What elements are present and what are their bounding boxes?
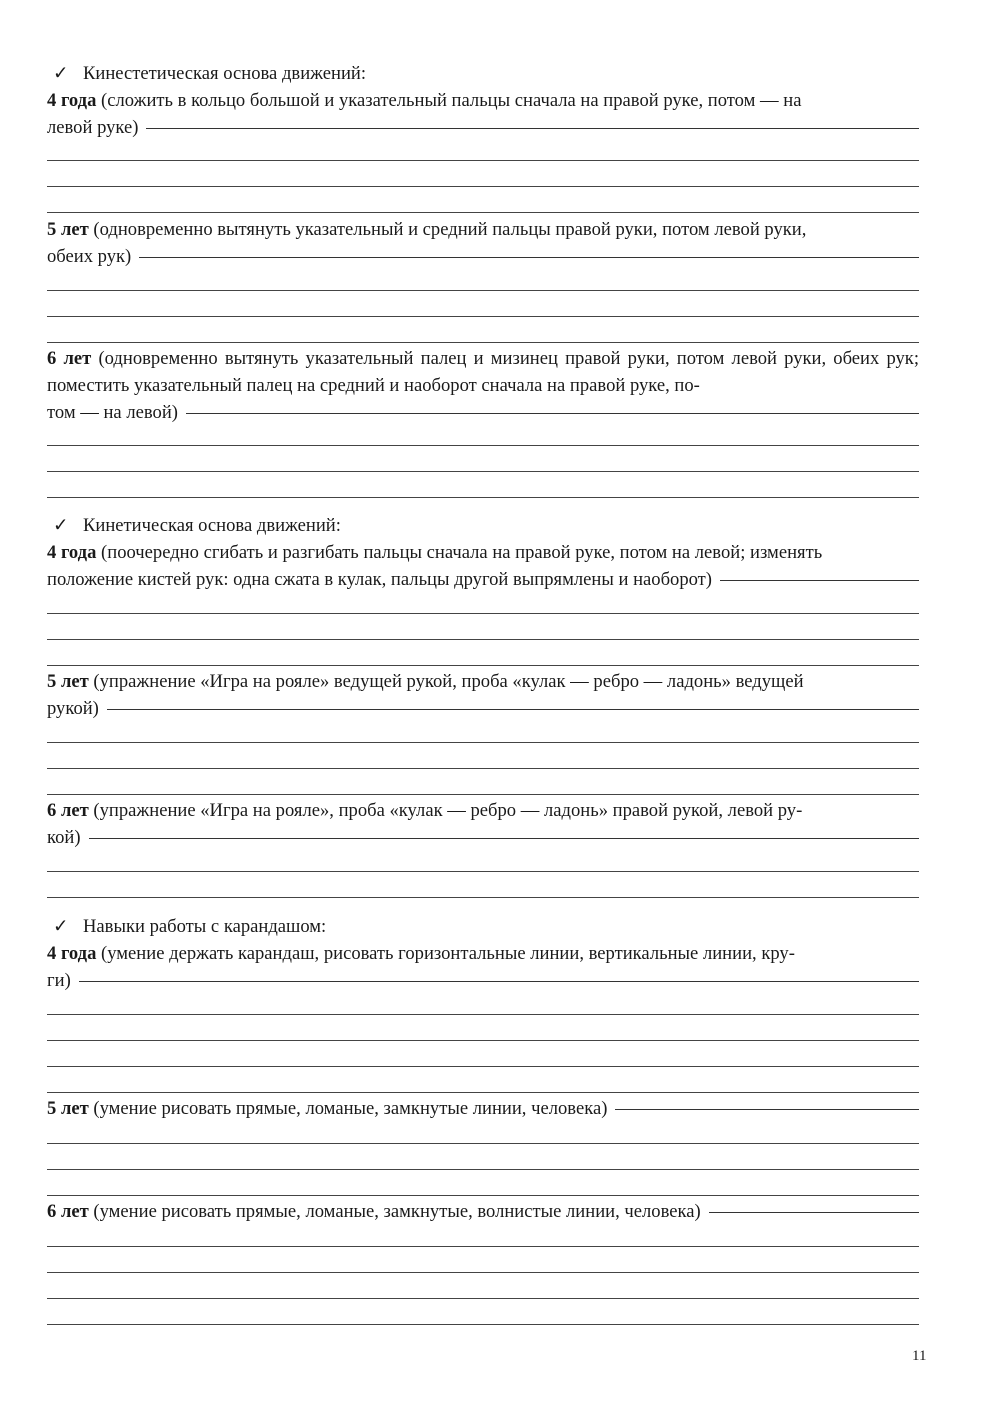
section-heading: ✓ Навыки работы с карандашом: <box>47 913 919 940</box>
answer-line[interactable] <box>47 871 919 872</box>
answer-line[interactable] <box>89 838 919 839</box>
checkmark-icon: ✓ <box>53 916 69 937</box>
exercise-item: 5 лет (упражнение «Игра на рояле» ведущей рукой, проба «кулак — ребро — ладонь» ведущей рукой) <box>47 668 919 722</box>
answer-line[interactable] <box>47 1246 919 1247</box>
exercise-item: 5 лет (одновременно вытянуть указательный и средний пальцы правой руки, потом левой руки, обеих рук) <box>47 216 919 270</box>
answer-line[interactable] <box>47 613 919 614</box>
age-label: 5 лет <box>47 1098 89 1119</box>
answer-line[interactable] <box>47 497 919 498</box>
checkmark-icon: ✓ <box>53 63 69 84</box>
age-label: 5 лет <box>47 671 89 692</box>
exercise-item: 4 года (поочередно сгибать и разгибать пальцы сначала на правой руке, потом на левой; изменять положение кистей рук: одна сжата в кулак, пальцы другой выпрямлены и наоборот) <box>47 539 919 593</box>
answer-line[interactable] <box>47 1169 919 1170</box>
age-label: 4 года <box>47 90 97 111</box>
answer-line[interactable] <box>47 1066 919 1067</box>
page-number: 11 <box>912 1348 927 1364</box>
answer-line[interactable] <box>47 1092 919 1093</box>
answer-line[interactable] <box>47 186 919 187</box>
section-heading: ✓ Кинетическая основа движений: <box>47 512 919 539</box>
answer-line[interactable] <box>47 1324 919 1325</box>
answer-line[interactable] <box>47 342 919 343</box>
answer-line[interactable] <box>47 316 919 317</box>
answer-line[interactable] <box>720 580 919 581</box>
answer-line[interactable] <box>47 1298 919 1299</box>
age-label: 6 лет <box>47 800 89 821</box>
answer-line[interactable] <box>146 128 919 129</box>
answer-line[interactable] <box>47 794 919 795</box>
answer-line[interactable] <box>47 471 919 472</box>
answer-line[interactable] <box>186 413 919 414</box>
exercise-item: 6 лет (одновременно вытянуть указательный палец и мизинец правой руки, потом левой руки, обеих рук; поместить указательный палец на средний и наоборот сначала на правой руке, по- том — на левой) <box>47 348 920 423</box>
answer-line[interactable] <box>47 639 919 640</box>
answer-line[interactable] <box>47 160 919 161</box>
age-label: 6 лет <box>47 348 92 369</box>
section-heading: ✓ Кинестетическая основа движений: <box>47 60 919 87</box>
answer-line[interactable] <box>47 1272 919 1273</box>
answer-line[interactable] <box>615 1109 919 1110</box>
answer-line[interactable] <box>47 665 919 666</box>
answer-line[interactable] <box>47 290 919 291</box>
answer-line[interactable] <box>47 445 919 446</box>
age-label: 4 года <box>47 542 97 563</box>
answer-line[interactable] <box>47 1195 919 1196</box>
answer-line[interactable] <box>47 742 919 743</box>
worksheet-page <box>47 0 919 1412</box>
answer-line[interactable] <box>709 1212 919 1213</box>
answer-line[interactable] <box>79 981 919 982</box>
exercise-item: 5 лет (умение рисовать прямые, ломаные, замкнутые линии, человека) <box>47 1095 919 1122</box>
answer-line[interactable] <box>47 1014 919 1015</box>
exercise-item: 6 лет (упражнение «Игра на рояле», проба «кулак — ребро — ладонь» правой рукой, левой ру- кой) <box>47 797 919 851</box>
answer-line[interactable] <box>47 768 919 769</box>
exercise-item: 4 года (умение держать карандаш, рисовать горизонтальные линии, вертикальные линии, кру- ги) <box>47 940 919 994</box>
answer-line[interactable] <box>139 257 919 258</box>
age-label: 4 года <box>47 943 97 964</box>
answer-line[interactable] <box>107 709 919 710</box>
exercise-item: 6 лет (умение рисовать прямые, ломаные, замкнутые, волнистые линии, человека) <box>47 1198 919 1225</box>
answer-line[interactable] <box>47 1040 919 1041</box>
age-label: 6 лет <box>47 1201 89 1222</box>
exercise-item: 4 года (сложить в кольцо большой и указательный пальцы сначала на правой руке, потом — на левой руке) <box>47 87 919 141</box>
answer-line[interactable] <box>47 212 919 213</box>
answer-line[interactable] <box>47 897 919 898</box>
checkmark-icon: ✓ <box>53 515 69 536</box>
answer-line[interactable] <box>47 1143 919 1144</box>
age-label: 5 лет <box>47 219 89 240</box>
